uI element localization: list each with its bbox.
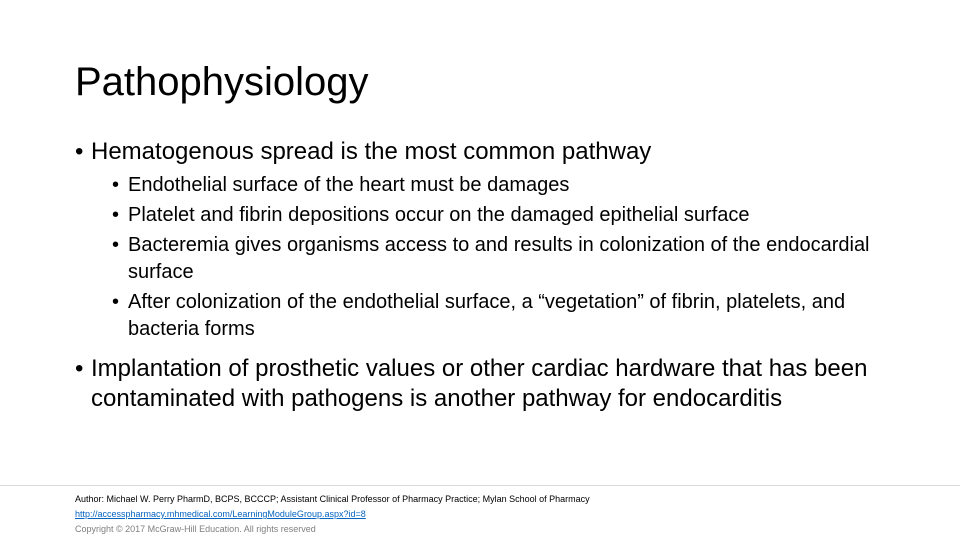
- sub-bullet-marker: •: [112, 291, 120, 313]
- bullet-marker: •: [75, 138, 84, 165]
- footer-link[interactable]: http://accesspharmacy.mhmedical.com/LearningModuleGroup.aspx?id=8: [75, 509, 366, 519]
- footer-author: Author: Michael W. Perry PharmD, BCPS, BCCCP; Assistant Clinical Professor of Pharmacy Practice; Mylan School of Pharmacy: [75, 494, 590, 504]
- sub-bullet-text: Platelet and fibrin depositions occur on the damaged epithelial surface: [128, 204, 750, 226]
- bullet-item: [75, 354, 935, 414]
- sub-bullet-text: After colonization of the endothelial surface, a “vegetation” of fibrin, platelets, and bacteria forms: [128, 291, 846, 340]
- bullet-item: [75, 138, 935, 166]
- footer-divider: [0, 485, 960, 486]
- sub-bullet-marker: •: [112, 204, 120, 226]
- bullet-text: Hematogenous spread is the most common pathway: [91, 138, 652, 165]
- sub-bullet-item: [112, 172, 912, 199]
- bullet-marker: •: [75, 355, 84, 382]
- sub-bullet-marker: •: [112, 174, 120, 196]
- footer: [75, 492, 935, 537]
- sub-bullet-item: [112, 289, 912, 343]
- footer-copyright: Copyright © 2017 McGraw-Hill Education. All rights reserved: [75, 524, 316, 534]
- bullet-text: Implantation of prosthetic values or other cardiac hardware that has been contaminated with pathogens is another pathway for endocarditis: [91, 355, 868, 412]
- sub-bullet-item: [112, 232, 912, 286]
- sub-bullet-text: Endothelial surface of the heart must be damages: [128, 174, 570, 196]
- sub-bullet-marker: •: [112, 234, 120, 256]
- sub-bullet-item: [112, 202, 912, 229]
- sub-bullet-text: Bacteremia gives organisms access to and results in colonization of the endocardial surface: [128, 234, 870, 283]
- slide-title: Pathophysiology: [75, 60, 369, 104]
